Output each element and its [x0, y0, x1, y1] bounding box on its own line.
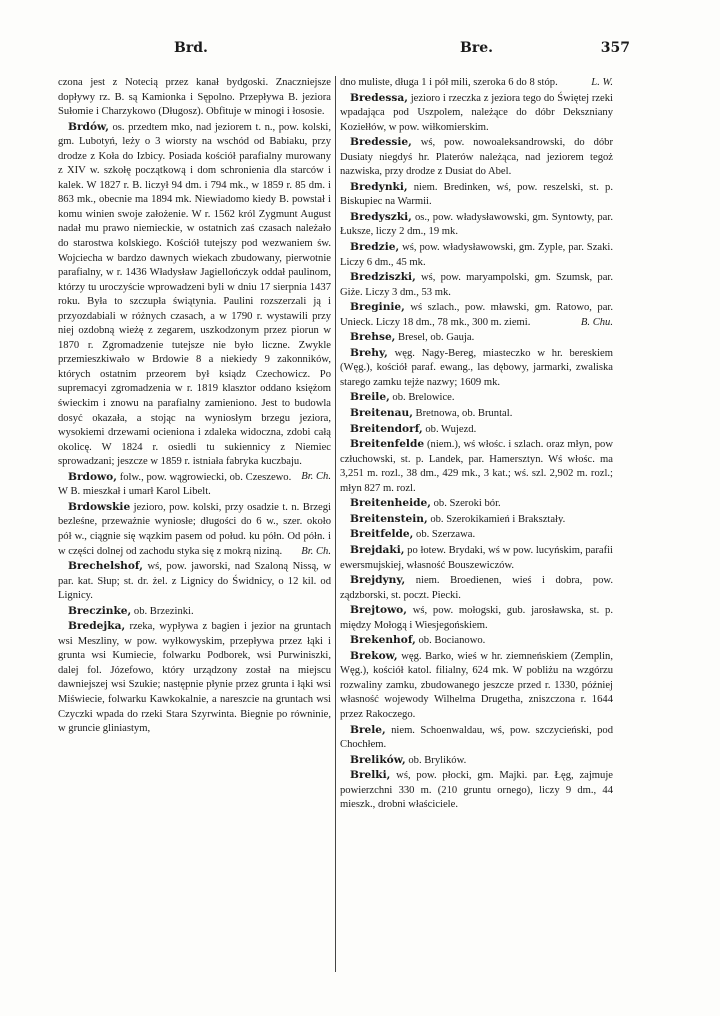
entry-text: ob. Szeroki bór. — [433, 498, 501, 510]
entry-signature: B. Chu. — [580, 316, 613, 328]
dictionary-entry — [340, 390, 613, 406]
entry-headword: Breitendorf, — [350, 422, 423, 435]
entry-text: (niem.), wś włośc. i szlach. oraz młyn, pow człuchowski, st. p. Landek, par. Hamersztyn. Wś włośc. ma 3,251 m. rozl., 38 dm., 429 mk., 3 kat.; wś. szl. 2,902 m. rozl.; młyn 827 m. rozl. — [340, 439, 613, 494]
entry-headword: Brejtowo, — [350, 604, 407, 617]
dictionary-entry — [340, 649, 613, 723]
entry-text: rzeka, wypływa z bagien i jezior na gruntach wsi Meszliny, w pow. wyłkowyskim, przepływa przez łąki i grunta wsi Kumiecie, folwarku Podborek, wsi Purwiniszki, dalej fol. Józefowo, który urządzony został na miejscu dawniejszej wsi Szukie; następnie płynie przez grunta i łąki wsi Miświecie, folwarku Kawkokalnie, a nareszcie na gruntach wsi Czyczki wpada do rzeki Stara Szyrwinta. Biegnie po równinie, w gruncie gliniastym, — [58, 621, 331, 735]
dictionary-entry — [340, 768, 613, 813]
entry-headword: Brechelshof, — [68, 560, 143, 573]
entry-headword: Brejdyny, — [350, 574, 406, 587]
entry-text: niem. Broedienen, wieś i dobra, pow. ządzborski, st. poczt. Piecki. — [340, 575, 613, 601]
dictionary-entry — [58, 619, 331, 736]
entry-text: ob. Brylików. — [408, 754, 467, 766]
entry-signature: Br. Ch. — [301, 545, 331, 557]
entry-signature: L. W. — [591, 77, 613, 88]
dictionary-entry — [340, 210, 613, 240]
dictionary-entry — [340, 437, 613, 496]
dictionary-entry — [340, 330, 613, 346]
entry-headword: Bredejka, — [68, 620, 126, 633]
entry-headword: Brekow, — [350, 649, 398, 662]
entry-text: wś, pow. płocki, gm. Majki. par. Łęg, zajmuje powierzchni 330 m. (210 gruntu ornego), liczy 9 dm., 44 mieszk., drobni właściciele. — [340, 770, 613, 811]
entry-text: ob. Wujezd. — [425, 423, 477, 435]
right-column — [340, 76, 613, 986]
entry-headword: Breczinke, — [68, 604, 132, 617]
entry-headword: Brdowskie — [68, 500, 131, 513]
dictionary-entry — [340, 91, 613, 136]
header-left-key: Brd. — [174, 40, 208, 56]
entry-text: Bretnowa, ob. Bruntal. — [415, 408, 513, 420]
entry-headword: Breitenstein, — [350, 512, 428, 525]
entry-headword: Bredzie, — [350, 241, 400, 254]
entry-headword: Bredynki, — [350, 180, 408, 193]
entry-headword: Breile, — [350, 391, 390, 404]
left-column — [58, 76, 331, 986]
entry-text: wś, pow. maryampolski, gm. Szumsk, par. Giże. Liczy 3 dm., 53 mk. — [340, 272, 613, 298]
entry-text: niem. Schoenwaldau, wś, pow. szczycieński, pod Chochłem. — [340, 724, 613, 751]
entry-headword: Bredessa, — [350, 91, 408, 104]
entry-text: wś szlach., pow. mławski, gm. Ratowo, par. Unieck. Liczy 18 dm., 78 mk., 300 m. ziemi. — [340, 302, 613, 328]
entry-headword: Bredessie, — [350, 136, 412, 149]
entry-headword: Brele, — [350, 723, 386, 736]
entry-text: ob. Bocianowo. — [418, 635, 486, 647]
entry-headword: Bredyszki, — [350, 210, 412, 223]
entry-text: os. przedtem mko, nad jeziorem t. n., pow. kolski, gm. Lubotyń, leży o 3 wiorsty na wschód od Babiaku, przy drodze z Koła do Izbicy. Posiada kościół parafialny murowany z XIV w. szkołę początkową i dom schronienia dla starców i kalek. W 1827 r. B. liczył 94 dm. i 794 mk., w 1859 r. 85 dm. i 863 mk., obecnie ma 1894 mk. Niewiadomo kiedy B. powstał i komu winien swoje założenie. W r. 1562 król Zygmunt August nadał mu prawo niemieckie, w ostatnich zaś czasach należało do starostwa kolskiego. Kościół tutejszy pod wezwaniem św. Wojciecha w bardzo dawnych wiekach zbudowany, pierwotnie parafialny, w r. 1436 Władysław Jagiellończyk oddał paulinom, którzy tu uroczyście wprowadzeni byli w dniu 17 sierpnia 1437 roku. Była to szczupła świątynia. Paulini rozszerzali ją i przyozdabiali w różnych czasach, a w 1790 r. wystawili przy niej ozdobną wieżę z zegarem, uszkodzonym przez piorun w 1870 r. Zgromadzenie tutejsze nie było liczne. Zwykle przemieszkiwało w Brdowie 8 a niekiedy 9 zakonników, których ostatnim przeorem był ksiądz Czechowicz. Po supremacyi zgromadzenia w r. 1819 klasztor oddano księżom świeckim i znowu na parafialny zamieniono. Jest to budowla dosyć okazała, a stojąc na wyniosłym brzegu jeziora, wysokiemi drzewami ocieniona i zdaleka widoczna, zdobi całą okolicę. W 1824 r. osiedli tu sukiennicy z Niemiec sprowadzani; jeszcze w 1859 r. istniała fabryka kuczbaju. — [58, 121, 331, 468]
page-number: 357 — [600, 40, 630, 56]
header-right-key: Bre. — [460, 40, 493, 56]
entry-text: węg. Nagy-Bereg, miasteczko w hr. bereskiem (Węg.), kościół paraf. ewang., las dębowy, jarmarki, zwaliska starego zamku tejże nazwy; 1609 mk. — [340, 347, 613, 388]
entry-headword: Brdowo, — [68, 470, 117, 483]
entry-text: os., pow. władysławowski, gm. Syntowty, par. Łuksze, liczy 2 dm., 19 mk. — [340, 211, 613, 238]
dictionary-entry — [58, 559, 331, 604]
dictionary-entry — [340, 346, 613, 391]
entry-text: wś, pow. nowoaleksandrowski, do dóbr Dusiaty niegdyś hr. Platerów należąca, nad jeziorem tegoż nazwiska, przy drodze z Dusiat do Abel. — [340, 137, 613, 178]
entry-text: po łotew. Brydaki, wś w pow. lucyńskim, parafii ewersmujskiej, własność Bouszewiczów. — [340, 544, 613, 571]
dictionary-entry — [340, 300, 613, 330]
entry-text: ob. Szerokikamień i Brakształy. — [430, 513, 566, 525]
entry-text: wś, pow. jaworski, nad Szaloną Nissą, w par. kat. Słup; st. dr. żel. z Lignicy do Świdnicy, o 12 kil. od Lignicy. — [58, 561, 331, 602]
entry-headword: Breitfelde, — [350, 528, 414, 541]
entry-headword: Bredziszki, — [350, 271, 416, 284]
entry-headword: Brdów, — [68, 120, 109, 133]
dictionary-entry — [340, 723, 613, 753]
entry-headword: Brejdaki, — [350, 543, 405, 556]
dictionary-entry — [340, 270, 613, 300]
dictionary-entry — [58, 76, 331, 120]
entry-signature: Br. Ch. — [301, 470, 331, 482]
column-divider — [335, 76, 336, 972]
entry-text: wś, pow. mołogski, gub. jarosławska, st. p. między Mołogą i Wiesjegońskiem. — [340, 605, 613, 631]
entry-text: jezioro, pow. kolski, przy osadzie t. n. Brzegi bezleśne, przeważnie wyniosłe; długości do 6 w., szer. około pół w., ciągnie się wązkim pasem od połud. ku półn. Od półn. i w części dolnej od zachodu styka się z mokrą niziną. — [58, 501, 331, 557]
dictionary-entry — [340, 240, 613, 270]
entry-headword: Breitenfelde — [350, 438, 425, 451]
entry-text: jezioro i rzeczka z jeziora tego do Świętej rzeki wpadająca pod Uszpolem, należące do dóbr Dekszniany Koziełłów, w pow. wiłkomierskim. — [340, 92, 613, 133]
dictionary-entry — [340, 573, 613, 603]
dictionary-entry — [340, 543, 613, 573]
entry-text: Bresel, ob. Gauja. — [398, 332, 475, 344]
dictionary-entry — [58, 470, 331, 500]
dictionary-entry — [58, 500, 331, 559]
entry-text: folw., pow. wągrowiecki, ob. Czeszewo. W B. mieszkał i umarł Karol Libelt. — [58, 471, 292, 498]
dictionary-entry — [340, 753, 613, 769]
dictionary-entry — [340, 496, 613, 512]
entry-headword: Brehse, — [350, 331, 396, 344]
entry-headword: Brelików, — [350, 753, 406, 766]
entry-text: węg. Barko, wieś w hr. ziemneńskiem (Zemplin, Węg.), kościół katol. filialny, 624 mk. W pobliżu na wzgórzu rozwaliny zamku, zbudowanego jeszcze przed r. 1330, później własność wojewody Wilhelma Drugetha, zniszczona r. 1644 przez Rakoczego. — [340, 650, 613, 720]
dictionary-entry — [58, 604, 331, 620]
entry-text: wś, pow. władysławowski, gm. Zyple, par. Szaki. Liczy 6 dm., 45 mk. — [340, 242, 613, 268]
entry-headword: Brekenhof, — [350, 634, 416, 647]
dictionary-entry — [340, 135, 613, 180]
entry-headword: Brelki, — [350, 769, 391, 782]
dictionary-entry — [340, 76, 613, 91]
entry-headword: Brehy, — [350, 346, 388, 359]
entry-headword: Breitenheide, — [350, 497, 431, 510]
dictionary-entry — [340, 603, 613, 633]
entry-text: ob. Brelowice. — [392, 392, 455, 404]
entry-text: czona jest z Notecią przez kanał bydgoski. Znaczniejsze dopływy rz. B. są Kamionka i Sępolno. Przepływa B. jeziora Sułomie i Charzykowo (Długosz). Obfituje w minogi i łososie. — [58, 77, 331, 118]
dictionary-entry — [340, 527, 613, 543]
entry-headword: Breginie, — [350, 301, 405, 314]
entry-text: dno muliste, długa 1 i pół mili, szeroka 6 do 8 stóp. — [340, 77, 558, 88]
entry-text: ob. Brzezinki. — [133, 605, 194, 617]
dictionary-entry — [340, 406, 613, 422]
dictionary-entry — [340, 180, 613, 210]
entry-text: niem. Bredinken, wś, pow. reszelski, st. p. Biskupiec na Warmii. — [340, 181, 613, 208]
dictionary-entry — [340, 422, 613, 438]
entry-text: ob. Szerzawa. — [416, 529, 476, 541]
dictionary-entry — [340, 633, 613, 649]
entry-headword: Breitenau, — [350, 407, 413, 420]
dictionary-entry — [340, 512, 613, 528]
page-header — [60, 40, 630, 62]
